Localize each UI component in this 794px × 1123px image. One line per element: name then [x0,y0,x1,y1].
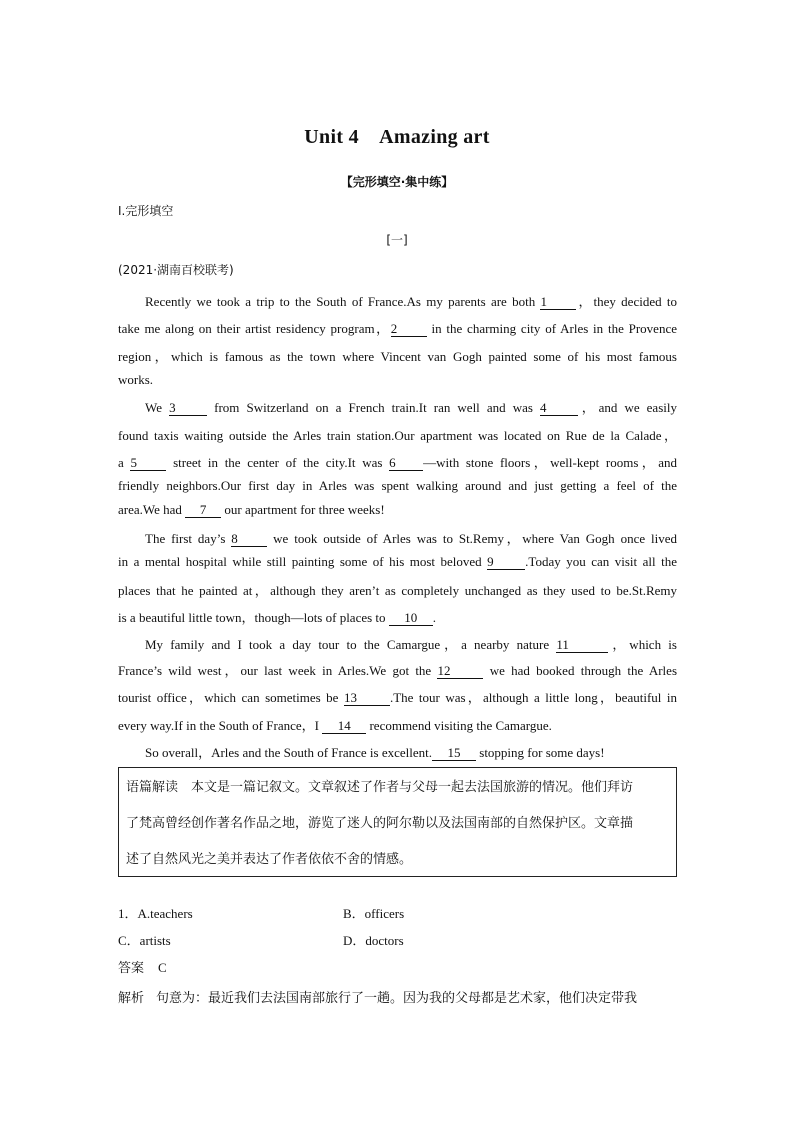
option-b[interactable]: B．officers [343,906,405,921]
option-a[interactable]: 1．A.teachers [118,906,193,921]
blank-3[interactable]: 3 [169,401,207,416]
option-c[interactable]: C．artists [118,933,171,948]
passage-line: friendly neighbors.Our first day in Arles was spent walking around and just getting a feel of the [118,478,677,493]
answer-value: C [158,960,167,975]
passage-line: region，which is famous as the town where Vincent van Gogh painted some of his most famous [118,349,677,364]
blank-12[interactable]: 12 [437,664,483,679]
passage-line: We 3 from Switzerland on a French train.It ran well and was 4 ，and we easily [145,400,677,415]
reading-analysis-line: 述了自然风光之美并表达了作者依依不舍的情感。 [126,852,413,867]
reading-analysis-line: 语篇解读 本文是一篇记叙文。文章叙述了作者与父母一起去法国旅游的情况。他们拜访 [126,780,634,795]
passage-line: in a mental hospital while still painting some of his most beloved 9 .Today you can visit all the [118,554,677,569]
blank-9[interactable]: 9 [487,555,525,570]
passage-line: works. [118,372,154,387]
blank-7[interactable]: 7 [185,503,221,518]
blank-2[interactable]: 2 [391,322,427,337]
blank-5[interactable]: 5 [130,456,166,471]
answer-line [118,957,167,976]
passage-line: is a beautiful little town，though—lots of places to 10 . [118,610,437,625]
passage-line: take me along on their artist residency program，2 in the charming city of Arles in the Provence [118,321,677,336]
passage-line: area.We had 7 our apartment for three weeks! [118,502,385,517]
passage-number: [一] [386,233,408,247]
passage-line: So overall，Arles and the South of France is excellent. 15 stopping for some days! [145,745,605,760]
passage-line: a 5 street in the center of the city.It was 6 —with stone floors，well-kept rooms，and [118,455,677,470]
reading-analysis-line: 了梵高曾经创作著名作品之地，游览了迷人的阿尔勒以及法国南部的自然保护区。文章描 [126,816,634,831]
option-d[interactable]: D．doctors [343,933,404,948]
analysis-line [118,987,637,1006]
passage-line: My family and I took a day tour to the Camargue，a nearby nature 11 ，which is [145,637,677,652]
analysis-text: 句意为：最近我们去法国南部旅行了一趟。因为我的父母都是艺术家，他们决定带我 [156,991,638,1006]
passage-line: every way.If in the South of France，I 14 recommend visiting the Camargue. [118,718,552,733]
page-title: Unit 4 Amazing art [304,126,490,148]
passage-line: found taxis waiting outside the Arles train station.Our apartment was located on Rue de la Calade， [118,428,677,443]
reading-analysis-box [118,767,677,877]
passage-line: tourist office，which can sometimes be 13 .The tour was，although a little long，beautiful in [118,690,677,705]
passage-line: The first day’s 8 we took outside of Arles was to St.Remy，where Van Gogh once lived [145,531,678,546]
blank-4[interactable]: 4 [540,401,578,416]
exercise-subtitle: 【完形填空·集中练】 [340,175,454,189]
passage-line: places that he painted at，although they aren’t as completely unchanged as they used to be.St.Remy [118,583,677,598]
analysis-label: 解析 [118,991,145,1006]
blank-10[interactable]: 10 [389,611,433,626]
blank-1[interactable]: 1 [540,295,576,310]
passage-source: (2021·湖南百校联考) [118,263,234,277]
blank-14[interactable]: 14 [322,719,366,734]
answer-label: 答案 [118,961,145,976]
section-heading: Ⅰ.完形填空 [118,204,174,218]
blank-8[interactable]: 8 [231,532,267,547]
blank-11[interactable]: 11 [556,638,608,653]
passage-line: France’s wild west，our last week in Arles.We got the 12 we had booked through the Arles [118,663,677,678]
passage-line: Recently we took a trip to the South of France.As my parents are both 1 ，they decided to [145,294,677,309]
blank-6[interactable]: 6 [389,456,423,471]
blank-15[interactable]: 15 [432,746,476,761]
blank-13[interactable]: 13 [344,691,390,706]
